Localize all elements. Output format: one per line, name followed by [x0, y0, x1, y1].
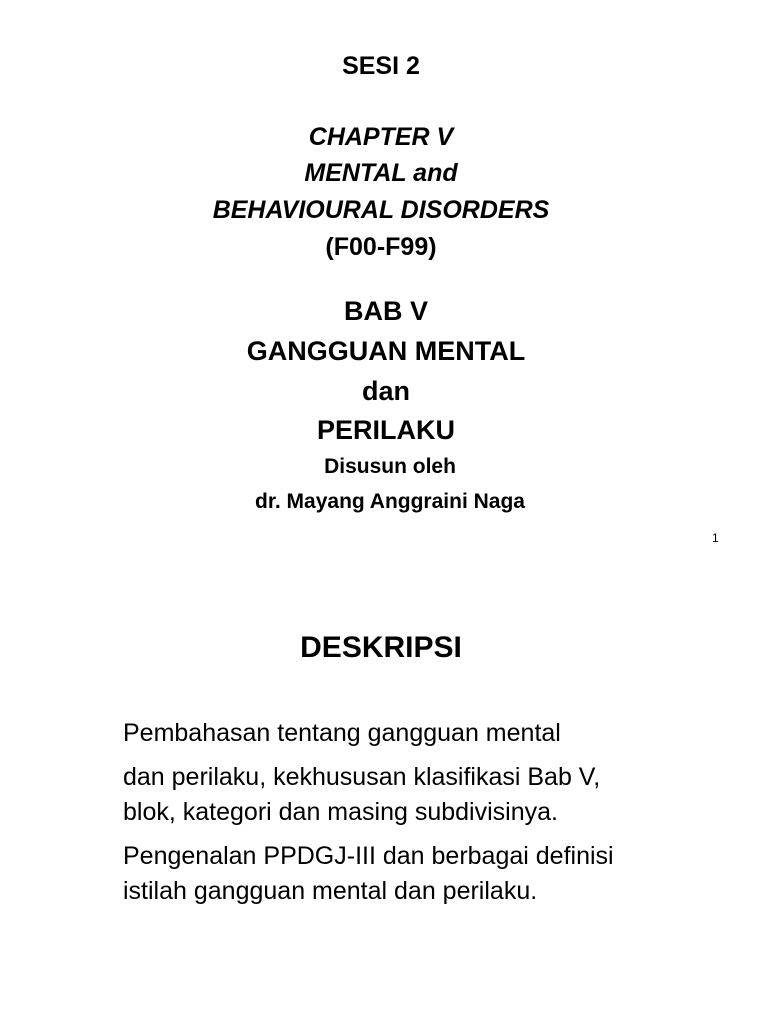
description-title: DESKRIPSI — [300, 631, 462, 664]
chapter-line-1: CHAPTER V — [308, 123, 454, 151]
chapter-line-3: BEHAVIOURAL DISORDERS — [212, 196, 550, 224]
description-line-2: dan perilaku, kekhususan klasifikasi Bab V, — [123, 763, 601, 791]
description-line-4: Pengenalan PPDGJ-III dan berbagai definisi — [123, 842, 614, 870]
description-line-5: istilah gangguan mental dan perilaku. — [123, 877, 538, 905]
author-label: Disusun oleh — [324, 455, 456, 478]
chapter-line-2: MENTAL and — [304, 159, 458, 187]
bab-line-4: PERILAKU — [316, 415, 455, 445]
bab-line-3: dan — [361, 376, 410, 406]
author-name: dr. Mayang Anggraini Naga — [255, 490, 525, 513]
page-number: 1 — [712, 531, 719, 545]
description-line-3: blok, kategori dan masing subdivisinya. — [123, 798, 558, 826]
description-line-1: Pembahasan tentang gangguan mental — [123, 719, 561, 747]
bab-line-2: GANGGUAN MENTAL — [246, 336, 526, 366]
chapter-code-range: (F00-F99) — [325, 233, 437, 261]
session-title: SESI 2 — [342, 52, 420, 80]
bab-line-1: BAB V — [343, 296, 428, 326]
